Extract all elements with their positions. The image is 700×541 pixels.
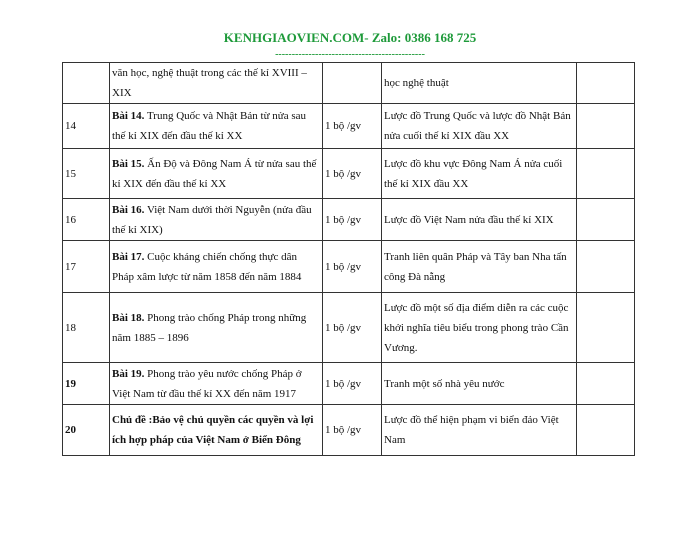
row-number: 18 xyxy=(63,293,110,363)
header-underline: --------------------------------------------- xyxy=(275,49,425,60)
lesson-cell xyxy=(110,293,323,363)
table-row xyxy=(63,199,635,241)
row-number: 15 xyxy=(63,149,110,199)
row-number: 16 xyxy=(63,199,110,241)
quantity-cell: 1 bộ /gv xyxy=(323,405,382,456)
lesson-name: Cuộc kháng chiến chống thực dân Pháp xâm lược từ năm 1858 đến năm 1884 xyxy=(112,250,302,283)
lesson-title: Bài 17. xyxy=(112,250,145,263)
equipment-cell: Lược đồ một số địa điểm diễn ra các cuộc khởi nghĩa tiêu biểu trong phong trào Cần Vương. xyxy=(382,293,577,363)
lesson-cell xyxy=(110,149,323,199)
table-row xyxy=(63,149,635,199)
lesson-title: Bài 18. xyxy=(112,311,145,324)
lesson-cell xyxy=(110,405,323,456)
lesson-title: Bài 16. xyxy=(112,203,145,216)
lesson-title: Bài 14. xyxy=(112,110,145,122)
note-cell xyxy=(577,63,635,104)
lesson-title: Bài 15. xyxy=(112,157,145,170)
lesson-cell xyxy=(110,363,323,405)
table-row xyxy=(63,104,635,149)
lesson-cell xyxy=(110,63,323,104)
page-header xyxy=(0,30,700,60)
row-number xyxy=(63,63,110,104)
quantity-cell xyxy=(323,63,382,104)
equipment-cell: Lược đồ khu vực Đông Nam Á nửa cuối thế kỉ XIX đầu XX xyxy=(382,149,577,199)
lesson-name: Ấn Độ và Đông Nam Á từ nửa sau thế kỉ XIX đến đầu thế kỉ XX xyxy=(112,157,317,190)
table-row xyxy=(63,293,635,363)
lesson-name: Trung Quốc và Nhật Bản từ nửa sau thế kỉ XIX đến đầu thế kỉ XX xyxy=(112,110,307,142)
row-number: 19 xyxy=(63,363,110,405)
lesson-name: Phong trào yêu nước chống Pháp ở Việt Nam từ đầu thế kỉ XX đến năm 1917 xyxy=(112,367,302,400)
equipment-cell: Tranh liên quân Pháp và Tây ban Nha tấn công Đà nẵng xyxy=(382,241,577,293)
row-number: 17 xyxy=(63,241,110,293)
equipment-cell: Lược đồ thể hiện phạm vi biển đảo Việt Nam xyxy=(382,405,577,456)
lesson-title: Chủ đề : xyxy=(112,414,153,426)
note-cell xyxy=(577,104,635,149)
quantity-cell: 1 bộ /gv xyxy=(323,104,382,149)
note-cell xyxy=(577,241,635,293)
lesson-name: Việt Nam dưới thời Nguyễn (nửa đầu thế kỉ XIX) xyxy=(112,203,312,236)
quantity-cell: 1 bộ /gv xyxy=(323,149,382,199)
lesson-name: Phong trào chống Pháp trong những năm 1885 – 1896 xyxy=(112,311,307,344)
note-cell xyxy=(577,405,635,456)
equipment-table xyxy=(62,62,635,456)
row-number: 20 xyxy=(63,405,110,456)
quantity-cell: 1 bộ /gv xyxy=(323,363,382,405)
row-number: 14 xyxy=(63,104,110,149)
note-cell xyxy=(577,199,635,241)
lesson-name: Bảo vệ chủ quyền các quyền và lợi ích hợp pháp của Việt Nam ở Biển Đông xyxy=(112,414,314,446)
lesson-name: văn học, nghệ thuật trong các thế kỉ XVIII – XIX xyxy=(112,67,307,99)
note-cell xyxy=(577,149,635,199)
equipment-cell: học nghệ thuật xyxy=(382,63,577,104)
equipment-cell: Lược đồ Trung Quốc và lược đồ Nhật Bản nửa cuối thế kỉ XIX đầu XX xyxy=(382,104,577,149)
equipment-cell: Tranh một số nhà yêu nước xyxy=(382,363,577,405)
lesson-cell xyxy=(110,104,323,149)
quantity-cell: 1 bộ /gv xyxy=(323,241,382,293)
note-cell xyxy=(577,293,635,363)
note-cell xyxy=(577,363,635,405)
table-row xyxy=(63,405,635,456)
quantity-cell: 1 bộ /gv xyxy=(323,199,382,241)
table-row xyxy=(63,63,635,104)
table-row xyxy=(63,363,635,405)
header-title: KENHGIAOVIEN.COM- Zalo: 0386 168 725 xyxy=(223,30,477,45)
lesson-cell xyxy=(110,199,323,241)
quantity-cell: 1 bộ /gv xyxy=(323,293,382,363)
lesson-cell xyxy=(110,241,323,293)
equipment-cell: Lược đồ Việt Nam nửa đầu thế kỉ XIX xyxy=(382,199,577,241)
lesson-title: Bài 19. xyxy=(112,367,145,380)
table-row xyxy=(63,241,635,293)
